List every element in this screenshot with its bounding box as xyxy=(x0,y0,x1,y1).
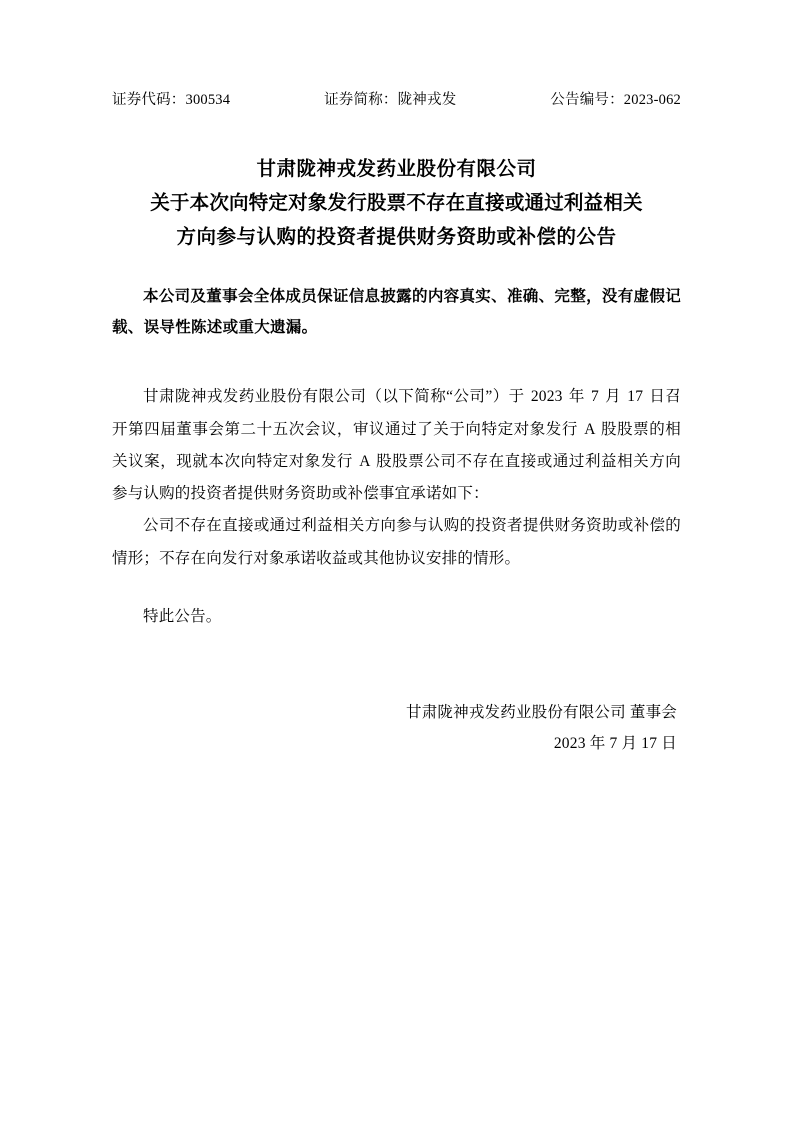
spacer xyxy=(112,575,681,601)
signature-company: 甘肃陇神戎发药业股份有限公司 董事会 xyxy=(406,704,677,722)
signature-block xyxy=(112,697,681,759)
signature-date: 2023 年 7 月 17 日 xyxy=(553,735,677,753)
security-abbreviation xyxy=(324,88,456,109)
security-code xyxy=(112,88,230,109)
page-title xyxy=(112,153,681,255)
title-line-subject-2: 方向参与认购的投资者提供财务资助或补偿的公告 xyxy=(176,227,617,249)
security-code-label: 证券代码： xyxy=(112,92,186,108)
notice-number-label: 公告编号： xyxy=(550,92,624,108)
title-line-subject-1: 关于本次向特定对象发行股票不存在直接或通过利益相关 xyxy=(150,193,643,215)
security-abbreviation-value: 陇神戎发 xyxy=(397,92,457,108)
disclosure-statement: 本公司及董事会全体成员保证信息披露的内容真实、准确、完整，没有虚假记载、误导性陈述或重大遗漏。 xyxy=(112,288,681,337)
security-code-value: 300534 xyxy=(185,92,231,108)
spacer xyxy=(112,367,681,381)
security-abbreviation-label: 证券简称： xyxy=(324,92,398,108)
body-paragraph-2: 公司不存在直接或通过利益相关方向参与认购的投资者提供财务资助或补偿的情形；不存在向发行对象承诺收益或其他协议安排的情形。 xyxy=(112,517,681,567)
body-paragraph-3: 特此公告。 xyxy=(143,607,222,625)
document-header xyxy=(112,88,681,109)
body-paragraph-1: 甘肃陇神戎发药业股份有限公司（以下简称“公司”）于 2023 年 7 月 17 日召开第四届董事会第二十五次会议，审议通过了关于向特定对象发行 A 股股票的相关议案，现就本次向特定对象发行 A 股股票公司不存在直接或通过利益相关方向参与认购的投资者提供财务资助或补偿事宜承诺如下： xyxy=(112,388,681,503)
notice-number-value: 2023-062 xyxy=(623,92,681,108)
title-line-company: 甘肃陇神戎发药业股份有限公司 xyxy=(256,159,537,180)
notice-number xyxy=(550,88,681,109)
